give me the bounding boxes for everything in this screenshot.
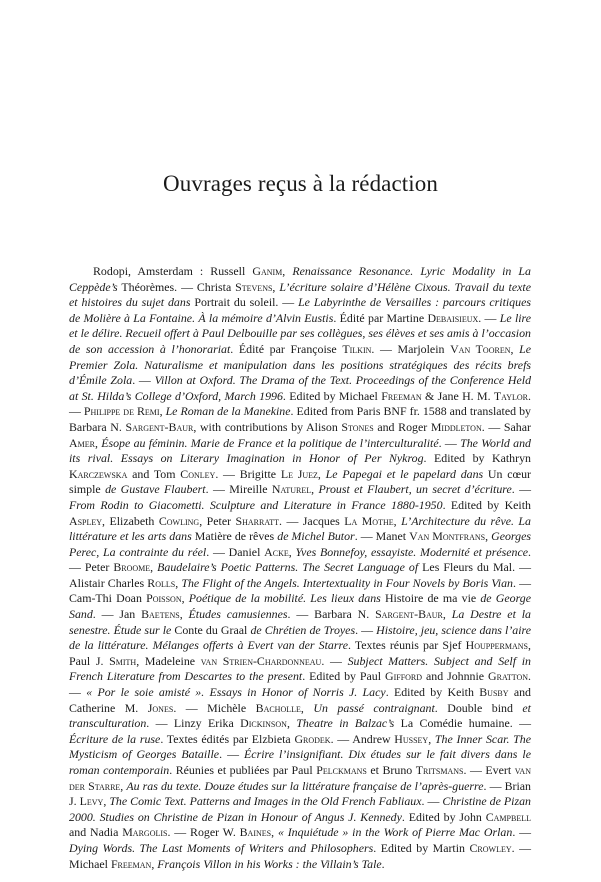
text-run: . Edited by John [401, 809, 486, 824]
page-title: Ouvrages reçus à la rédaction [163, 171, 438, 196]
title-run: La Destre et la senestre. Étude sur le [69, 607, 531, 637]
author-name: Grodek [294, 731, 331, 746]
text-run: , Madeleine [136, 653, 201, 668]
text-run: Histoire de ma vie [380, 591, 481, 606]
books-received-paragraph [69, 264, 531, 872]
text-run: . — [219, 747, 245, 762]
title-run: Dying Words. The Last Moments of Writers and Philosophers [69, 840, 374, 855]
text-run: , [282, 264, 293, 278]
text-run: Théorèmes. — Christa [117, 279, 236, 294]
title-run: Histoire, jeu, science dans l’aire de la littérature. Mélanges offerts à Evert van der Starre [69, 622, 531, 653]
text-run: . — [478, 310, 500, 325]
text-run: , [428, 731, 435, 746]
text-run: . — [438, 435, 461, 450]
text-run: . — Evert [463, 763, 515, 777]
text-run: . — [355, 622, 377, 637]
author-name: Van Tooren [450, 341, 511, 356]
author-name: van Strien-Chardonneau [200, 653, 322, 668]
text-run: , [393, 513, 402, 528]
text-run: . — Peter [69, 544, 531, 575]
title-run: Le Papegai et le papelard dans [325, 466, 484, 481]
title-run: de Michel Butor [277, 529, 355, 544]
author-name: Bacholle [255, 700, 301, 715]
text-run: . Edited by Paul [302, 669, 385, 684]
title-run: Yves Bonnefoy, essayiste. Modernité et présence [295, 544, 529, 559]
author-name: Hussey [394, 731, 429, 746]
author-name: Freeman [110, 856, 152, 871]
title-run: L’écriture solaire d’Hélène Cixous. Travail du texte et histoires du sujet dans [69, 279, 531, 310]
author-name: Ganim [252, 264, 283, 278]
text-run: . Double bind [434, 700, 523, 715]
author-name: Sharratt [235, 513, 280, 528]
text-run: . — Brian J. [69, 778, 532, 809]
author-name: Sargent-Baur [125, 419, 194, 434]
author-name: Naturel [271, 482, 312, 497]
text-run: . — [132, 373, 155, 388]
author-name: La Mothe [344, 513, 394, 528]
author-name: Aspley [69, 513, 103, 528]
author-name: Freeman [381, 388, 422, 403]
title-run: Le Premier Zola. Naturalisme et manipulation dans les positions stratégiques des récits brefs d’Émile Zola [69, 341, 532, 388]
text-run: . — Barbara N. [287, 607, 376, 622]
author-name: Amer [69, 435, 95, 450]
author-name: Margolis [122, 825, 168, 840]
title-run: de Chrétien de Troyes [250, 622, 356, 637]
text-run: and Johnnie [422, 669, 489, 684]
author-name: Pelckmans [316, 763, 367, 777]
author-name: Gifford [385, 669, 423, 684]
title-run: Theatre in Balzac’s [296, 716, 395, 731]
text-run: Rodopi, Amsterdam : Russell [93, 264, 253, 278]
text-run: . [381, 856, 385, 871]
text-run: . Édité par Françoise [230, 341, 343, 356]
text-run: . Edited from Paris BNF fr. 1588 and translated by Barbara N. [69, 404, 531, 434]
title-run: Études camusiennes [188, 607, 288, 622]
author-name: Tritsmans [415, 763, 464, 777]
text-run: , [94, 435, 102, 450]
author-name: Poisson [146, 591, 182, 606]
text-run: . — [69, 669, 531, 700]
title-run: Un passé contraignant [313, 700, 435, 715]
text-run: . — Manet [354, 529, 410, 544]
title-run: de George Sand [69, 591, 532, 622]
author-name: Conley [180, 466, 216, 481]
author-name: Rolls [147, 575, 176, 590]
text-run: , [485, 529, 492, 544]
title-run: The Inner Scar. The Mysticism of Georges Bataille [69, 731, 531, 762]
title-run: Ésope au féminin. Marie de France et la politique de l’interculturalité [101, 435, 439, 450]
text-run: . — Brigitte [215, 466, 281, 481]
title-run: From Rodin to Giacometti. Sculpture and Literature in France 1880-1950 [69, 497, 443, 512]
text-run: , [159, 404, 166, 419]
text-run: , [175, 575, 182, 590]
author-name: Stones [341, 419, 374, 434]
text-run: . — Cam-Thi Doan [69, 575, 532, 606]
text-run: . — [512, 825, 532, 840]
title-run: Au ras du texte. Douze études sur la littérature française de l’après-guerre [126, 778, 484, 793]
title-run: Christine de Pizan 2000. Studies on Christine de Pizan in Honour of Angus J. Kennedy [69, 794, 531, 824]
title-run: François Villon in his Works : the Villain’s Tale [157, 856, 382, 871]
title-run: de Gustave Flaubert [105, 482, 206, 497]
author-name: Sargent-Baur [375, 607, 443, 622]
text-run: , [120, 778, 127, 793]
text-run: , [288, 544, 296, 559]
title-run: The Flight of the Angels. Intertextuality in Four Novels by Boris Vian [181, 575, 513, 590]
text-run: . Edited by Martin [373, 840, 470, 855]
title-run: et transculturation [69, 700, 531, 731]
author-name: Debaisieux [427, 310, 479, 325]
text-run: . Edited by Kathryn [423, 451, 531, 466]
text-run: . Édité par Martine [333, 310, 428, 325]
author-name: Le Juez [280, 466, 318, 481]
text-run: La Comédie humaine. — [394, 716, 531, 731]
text-run: , [300, 700, 314, 715]
text-run: , [311, 482, 319, 497]
text-run: , [510, 341, 520, 356]
text-run: . — [69, 388, 531, 419]
author-name: Tilkin [342, 341, 372, 356]
author-name: van der Starre [69, 763, 531, 793]
text-run: . Textes édités par Elzbieta [160, 731, 295, 746]
title-run: Écrire l’insignifiant. Dix études sur le fait divers dans le roman contemporain [69, 747, 532, 777]
text-run: . Edited by Keith [385, 685, 480, 700]
author-name: Campbell [485, 809, 531, 824]
author-name: Taylor [493, 388, 529, 403]
text-run: . Edited by Michael [282, 388, 382, 403]
text-run: . — Roger W. [167, 825, 240, 840]
title-run: Proust et Flaubert, un secret d’écriture [318, 482, 512, 497]
title-run: « Inquiétude » in the Work of Pierre Mac Orlan [277, 825, 513, 840]
text-run: , [286, 716, 297, 731]
text-run: et Bruno [366, 763, 416, 777]
text-run: , Paul J. [69, 638, 531, 668]
author-name: Cowling [158, 513, 200, 528]
text-run: , [179, 607, 189, 622]
title-run: Georges Perec, La contrainte du réel [69, 529, 531, 559]
text-run: , [272, 279, 280, 294]
text-run: , with contributions by Alison [193, 419, 342, 434]
author-name: Crowley [469, 840, 512, 855]
author-name: Houppermans [465, 638, 529, 653]
author-name: Karczewska [69, 466, 128, 481]
author-name: Van Montfrans [409, 529, 486, 544]
text-run: , [150, 560, 158, 575]
title-run: « Por le soie amisté ». Essays in Honor of Norris J. Lacy [86, 685, 386, 700]
author-name: Jones [147, 700, 174, 715]
text-run: , [151, 856, 158, 871]
text-run: . Textes réunis par Sjef [347, 638, 466, 653]
text-run: and Nadia [69, 825, 123, 840]
text-run: . — [321, 653, 348, 668]
title-run: Poétique de la mobilité. Les lieux dans [188, 591, 381, 606]
text-run: and Catherine M. [69, 685, 531, 715]
title-run: Baudelaire’s Poetic Patterns. The Secret Language of [157, 560, 419, 575]
title-run: Écriture de la ruse [69, 731, 161, 746]
text-run: . — [511, 482, 531, 497]
text-run: . — Michael [69, 840, 531, 871]
text-run: . Réunies et publiées par Paul [169, 763, 317, 777]
title-run: Le Roman de la Manekine [165, 404, 291, 419]
text-run: . — Andrew [330, 731, 395, 746]
text-run: . — Marjolein [371, 341, 451, 356]
text-run: . — Sahar [481, 419, 531, 434]
text-run: , Peter [199, 513, 236, 528]
title-run: The World and its rival. Essays on Literary Imagination in Honor of Per Nykrog [69, 435, 532, 466]
text-run: Conte du Graal [171, 622, 251, 637]
author-name: Gratton [488, 669, 529, 684]
title-run: Subject Matters. Subject and Self in French Literature from Descartes to the present [69, 653, 531, 684]
text-run: , [442, 607, 452, 622]
author-name: Levy [79, 794, 104, 809]
text-run: . — Linzy Erika [146, 716, 241, 731]
text-run: . — Jan [92, 607, 142, 622]
author-name: Baines [239, 825, 272, 840]
author-name: Middleton [430, 419, 482, 434]
text-run: . — [421, 794, 443, 809]
text-run: , [271, 825, 278, 840]
text-run: Un cœur simple [69, 466, 531, 497]
text-run: , [103, 794, 110, 809]
title-run: Le Labyrinthe de Versailles : parcours critiques de Molière à La Fontaine. À la mémoire d’Alvin Eustis [69, 295, 531, 325]
text-run: and Tom [127, 466, 181, 481]
text-run: , Elizabeth [102, 513, 159, 528]
title-run: Renaissance Resonance. Lyric Modality in La Ceppède’s [69, 264, 531, 294]
author-name: Baetens [141, 607, 180, 622]
author-name: Philippe de Remi [83, 404, 160, 419]
text-run: . — Daniel [206, 544, 265, 559]
text-run: Les Fleurs du Mal. — Alistair Charles [69, 560, 531, 590]
text-run: . Edited by Keith [442, 497, 531, 512]
author-name: Stevens [235, 279, 273, 294]
title-run: The Comic Text. Patterns and Images in the Old French Fabliaux [109, 794, 422, 809]
text-run: . — Michèle [173, 700, 256, 715]
text-run: Portrait du soleil. — [190, 295, 299, 310]
title-run: Villon at Oxford. The Drama of the Text. Proceedings of the Conference Held at St. Hilda’s College d’Oxford, March 1996 [69, 373, 532, 403]
author-name: Busby [479, 685, 509, 700]
text-run: , [181, 591, 189, 606]
text-run: . — Jacques [279, 513, 345, 528]
text-run: and Roger [373, 419, 431, 434]
text-run: , [317, 466, 326, 481]
text-run: & Jane H. M. [421, 388, 494, 403]
title-run: Le lire et le délire. Recueil offert à Paul Delbouille par ses collègues, ses élèves et ses amis à l’occasion de son accession à l’honorariat [69, 310, 532, 356]
text-run: Matière de rêves [191, 529, 278, 544]
title-run: L’Architecture du rêve. La littérature et les arts dans [69, 513, 531, 544]
author-name: Acke [264, 544, 289, 559]
author-name: Broome [113, 560, 151, 575]
text-run: . — Mireille [205, 482, 272, 497]
author-name: Dickinson [240, 716, 287, 731]
author-name: Smith [109, 653, 137, 668]
